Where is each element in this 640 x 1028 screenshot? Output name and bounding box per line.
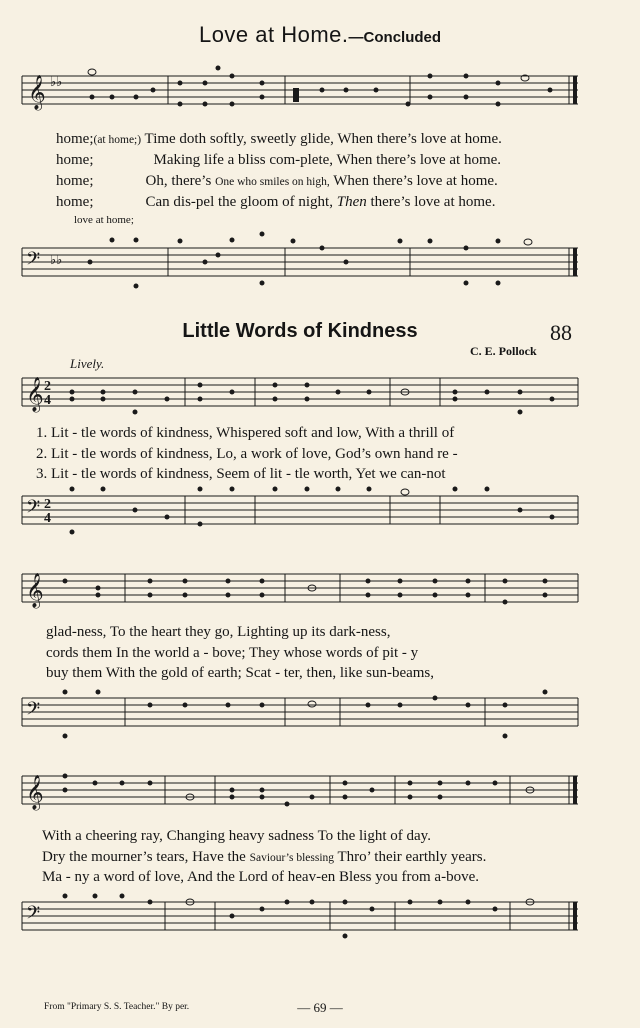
footer-credit: From "Primary S. S. Teacher." By per.	[44, 1002, 190, 1012]
hymn-title: Little Words of Kindness	[182, 320, 418, 342]
lyric-fragment: Can dis-pel the gloom of night,	[145, 194, 337, 210]
svg-text:𝄞: 𝄞	[26, 776, 44, 809]
system1-verse-1: 1. Lit - tle words of kindness, Whispered soft and low, With a thrill of	[36, 425, 455, 441]
system3-verse-2	[42, 849, 486, 866]
hymn-composer: C. E. Pollock	[470, 344, 537, 358]
lyric-fragment: home;	[56, 194, 94, 210]
lyric-small-fragment: Saviour’s blessing	[249, 852, 335, 864]
system3-verse-2-text	[42, 849, 486, 865]
love-at-home-verse-2	[56, 152, 501, 169]
lyric-small-fragment: One who smiles on high,	[215, 176, 330, 188]
svg-text:4: 4	[44, 511, 51, 526]
svg-text:♭♭: ♭♭	[50, 74, 63, 89]
lyric-italic-fragment: Then	[336, 194, 367, 210]
system1-verse-3: 3. Lit - tle words of kindness, Seem of lit - tle worth, Yet we can-not	[36, 466, 446, 482]
system3-treble-staff	[0, 762, 640, 824]
lyric-fragment: Time doth softly, sweetly glide, When there’s love at home.	[141, 131, 502, 147]
lyric-fragment: home;	[56, 152, 94, 168]
lyric-fragment: Dry the mourner’s tears, Have the	[42, 849, 250, 865]
lyric-fragment: Thro’ their earthly years.	[334, 849, 487, 865]
system3-verse-3: Ma - ny a word of love, And the Lord of heav-en Bless you from a-bove.	[42, 869, 479, 885]
svg-text:𝄞: 𝄞	[28, 75, 46, 110]
love-at-home-bass-staff	[0, 226, 640, 296]
lyric-small-fragment: (at home;)	[93, 134, 142, 146]
lyric-fragment: Oh, there’s	[145, 173, 216, 189]
system1-treble-staff	[0, 368, 640, 422]
system2-verse-1: glad-ness, To the heart they go, Lighting up its dark-ness,	[46, 624, 391, 640]
love-at-home-verse-3	[56, 173, 498, 190]
svg-text:♭♭: ♭♭	[50, 252, 63, 267]
love-at-home-small-note: love at home;	[74, 214, 134, 226]
svg-text:𝄞: 𝄞	[26, 378, 44, 411]
svg-text:𝄞: 𝄞	[26, 574, 44, 607]
system1-verse-2: 2. Lit - tle words of kindness, Lo, a work of love, God’s own hand re -	[36, 446, 458, 462]
lyric-fragment: there’s love at home.	[366, 194, 496, 210]
tempo-marking: Lively.	[70, 356, 105, 371]
system3-bass-staff	[0, 888, 640, 950]
header-title-main: Love at Home.	[198, 22, 349, 47]
lyric-fragment: home;	[56, 131, 94, 147]
svg-text:2: 2	[44, 379, 51, 394]
header-title-tail: —Concluded	[348, 29, 442, 46]
hymn-number: 88	[550, 320, 572, 345]
header-title	[0, 22, 640, 48]
lyric-fragment: Making life a bliss com-plete, When there’s love at home.	[153, 152, 502, 168]
system2-bass-staff	[0, 684, 640, 746]
love-at-home-treble-staff	[0, 60, 640, 130]
svg-text:𝄢: 𝄢	[26, 248, 41, 273]
system2-verse-3: buy them With the gold of earth; Scat - ter, then, like sun-beams,	[46, 665, 435, 681]
svg-text:4: 4	[44, 393, 51, 408]
system2-verse-2: cords them In the world a - bove; They whose words of pit - y	[46, 645, 419, 661]
lyric-fragment: home;	[56, 173, 94, 189]
svg-text:2: 2	[44, 497, 51, 512]
lyric-fragment: When there’s love at home.	[329, 173, 498, 189]
system3-verse-1: With a cheering ray, Changing heavy sadness To the light of day.	[42, 828, 431, 844]
page-number: — 69 —	[297, 1000, 343, 1015]
svg-text:𝄢: 𝄢	[26, 902, 41, 927]
svg-text:𝄢: 𝄢	[26, 496, 41, 521]
svg-text:𝄢: 𝄢	[26, 698, 41, 723]
love-at-home-verse-1	[56, 131, 502, 148]
system1-bass-staff	[0, 484, 640, 544]
system2-treble-staff	[0, 560, 640, 620]
love-at-home-verse-4	[56, 194, 495, 211]
